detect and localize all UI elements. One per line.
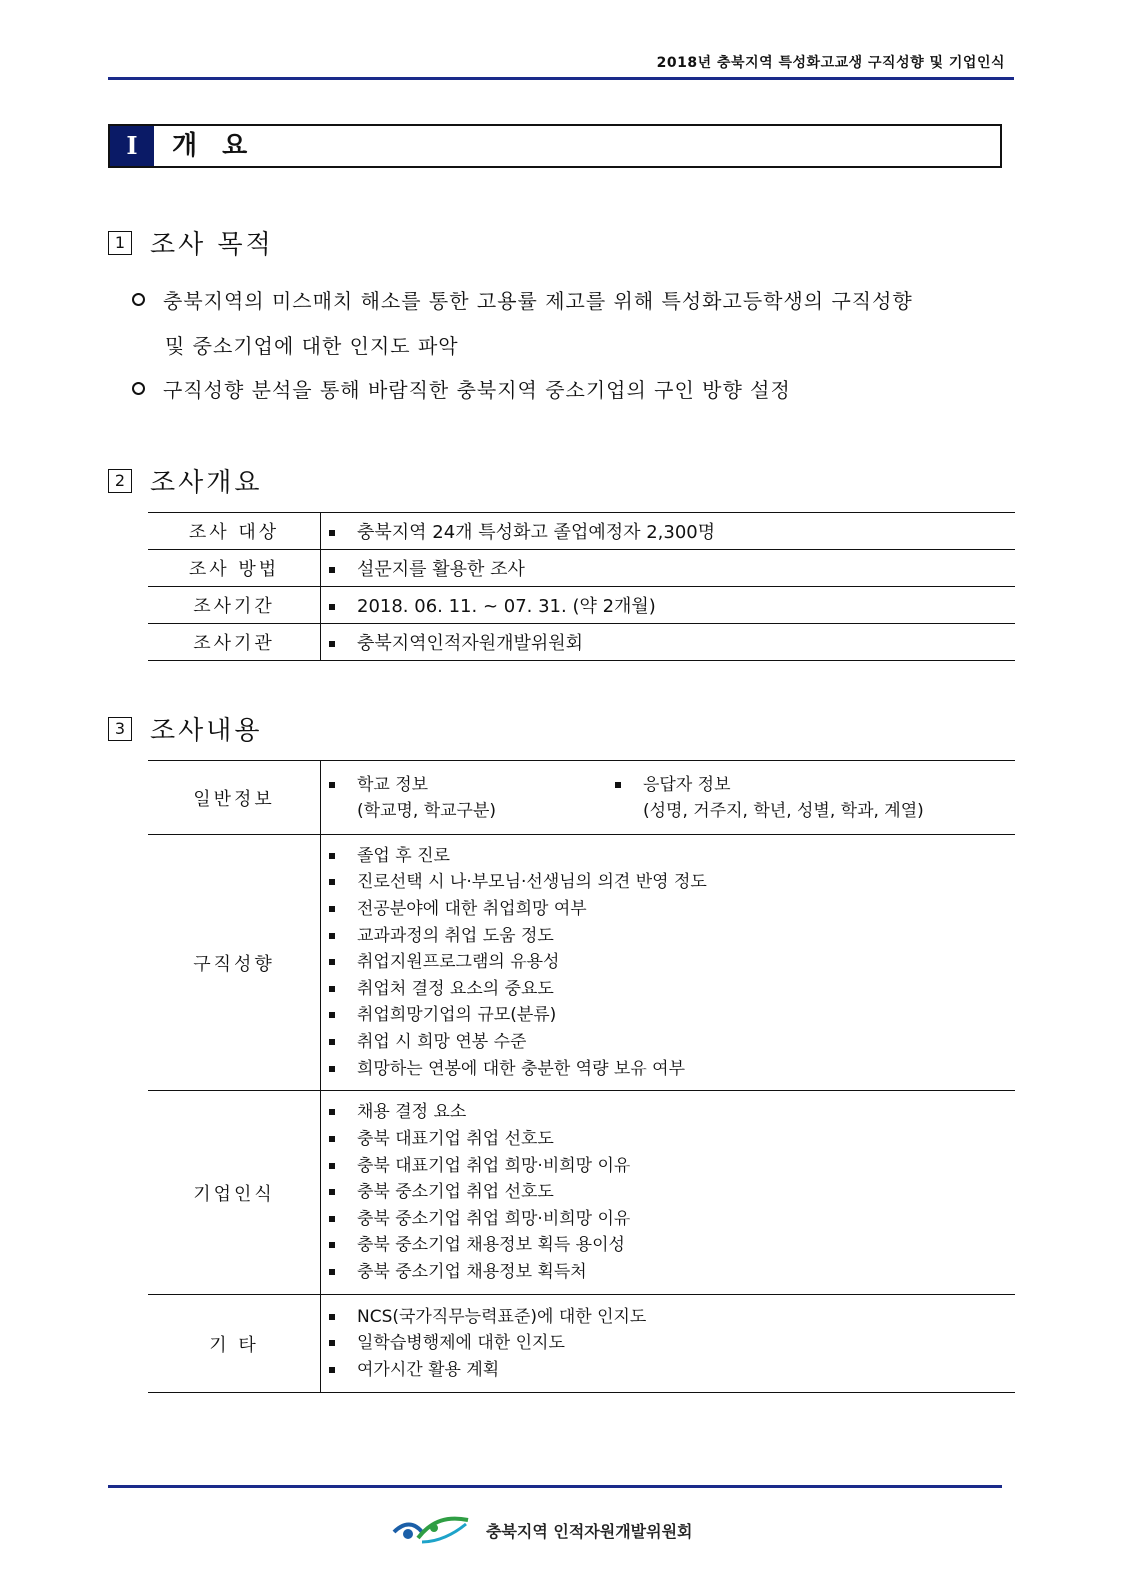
table-row bbox=[148, 1091, 1015, 1295]
list-item: 충북 중소기업 취업 희망·비희망 이유 bbox=[329, 1206, 1015, 1233]
table-row bbox=[148, 550, 1015, 587]
table-row bbox=[148, 513, 1015, 550]
subheading-content bbox=[108, 710, 262, 747]
row-label: 구직성향 bbox=[148, 835, 321, 1091]
bullet-text: 구직성향 분석을 통해 바람직한 충북지역 중소기업의 구인 방향 설정 bbox=[163, 378, 791, 402]
square-bullet-icon bbox=[329, 853, 335, 859]
list-item: 취업 시 희망 연봉 수준 bbox=[329, 1029, 1015, 1056]
square-bullet-icon bbox=[329, 1163, 335, 1169]
subheading-purpose bbox=[108, 224, 274, 261]
list-item: 졸업 후 진로 bbox=[329, 843, 1015, 870]
hrd-council-logo-icon bbox=[388, 1512, 474, 1548]
list-item: 충북 중소기업 취업 선호도 bbox=[329, 1179, 1015, 1206]
list-item: 진로선택 시 나·부모님·선생님의 의견 반영 정도 bbox=[329, 869, 1015, 896]
section-title: 개 요 bbox=[172, 131, 256, 161]
section-heading bbox=[108, 124, 1002, 168]
square-bullet-icon bbox=[329, 933, 335, 939]
square-bullet-icon bbox=[329, 879, 335, 885]
subheading-title: 조사 목적 bbox=[150, 230, 274, 260]
square-bullet-icon bbox=[329, 1216, 335, 1222]
row-value: 충북지역인적자원개발위원회 bbox=[321, 624, 1016, 661]
square-bullet-icon bbox=[329, 641, 335, 647]
row-value bbox=[321, 1295, 1016, 1393]
square-bullet-icon bbox=[329, 1367, 335, 1373]
square-bullet-icon bbox=[329, 986, 335, 992]
footer-org-name: 충북지역 인적자원개발위원회 bbox=[486, 1521, 693, 1541]
row-value: 충북지역 24개 특성화고 졸업예정자 2,300명 bbox=[321, 513, 1016, 550]
square-bullet-icon bbox=[329, 1314, 335, 1320]
purpose-bullet-1-cont: 및 중소기업에 대한 인지도 파악 bbox=[165, 334, 459, 358]
list-item: 채용 결정 요소 bbox=[329, 1099, 1015, 1126]
list-item: 충북 대표기업 취업 희망·비희망 이유 bbox=[329, 1153, 1015, 1180]
square-bullet-icon bbox=[329, 567, 335, 573]
subheading-title: 조사내용 bbox=[150, 716, 263, 746]
list-item: 충북 중소기업 채용정보 획득 용이성 bbox=[329, 1232, 1015, 1259]
list-item: NCS(국가직무능력표준)에 대한 인지도 bbox=[329, 1304, 1015, 1331]
etc-items bbox=[321, 1298, 1015, 1390]
table-row bbox=[148, 1295, 1015, 1393]
table-row bbox=[148, 624, 1015, 661]
general-col-school: 학교 정보 (학교명, 학교구분) bbox=[329, 772, 615, 824]
list-item: 교과과정의 취업 도움 정도 bbox=[329, 923, 1015, 950]
row-value bbox=[321, 1091, 1016, 1295]
table-row bbox=[148, 761, 1015, 835]
purpose-bullet-1 bbox=[132, 285, 913, 314]
subheading-number: 2 bbox=[108, 469, 132, 493]
table-row bbox=[148, 587, 1015, 624]
row-label: 조사기간 bbox=[148, 587, 321, 624]
list-item: 희망하는 연봉에 대한 충분한 역량 보유 여부 bbox=[329, 1056, 1015, 1083]
subheading-overview bbox=[108, 462, 262, 499]
purpose-bullet-2 bbox=[132, 374, 791, 403]
row-label: 조사 방법 bbox=[148, 550, 321, 587]
list-item: 취업희망기업의 규모(분류) bbox=[329, 1002, 1015, 1029]
content-table bbox=[148, 760, 1015, 1393]
list-item: 취업처 결정 요소의 중요도 bbox=[329, 976, 1015, 1003]
circle-bullet-icon bbox=[132, 293, 145, 306]
bullet-text: 충북지역의 미스매치 해소를 통한 고용률 제고를 위해 특성화고등학생의 구직성향 bbox=[163, 289, 913, 313]
square-bullet-icon bbox=[329, 1109, 335, 1115]
square-bullet-icon bbox=[615, 782, 621, 788]
square-bullet-icon bbox=[329, 782, 335, 788]
list-item: 취업지원프로그램의 유용성 bbox=[329, 949, 1015, 976]
circle-bullet-icon bbox=[132, 382, 145, 395]
subheading-number: 3 bbox=[108, 717, 132, 741]
list-item: 일학습병행제에 대한 인지도 bbox=[329, 1330, 1015, 1357]
general-col-respondent: 응답자 정보 (성명, 거주지, 학년, 성별, 학과, 계열) bbox=[615, 772, 975, 824]
overview-table bbox=[148, 512, 1015, 661]
row-label: 일반정보 bbox=[148, 761, 321, 835]
header-rule bbox=[108, 77, 1014, 80]
subheading-number: 1 bbox=[108, 231, 132, 255]
footer bbox=[388, 1512, 693, 1548]
square-bullet-icon bbox=[329, 1039, 335, 1045]
list-item: 충북 대표기업 취업 선호도 bbox=[329, 1126, 1015, 1153]
square-bullet-icon bbox=[329, 1269, 335, 1275]
footer-rule bbox=[108, 1485, 1002, 1488]
square-bullet-icon bbox=[329, 1242, 335, 1248]
header-title: 2018년 충북지역 특성화고교생 구직성향 및 기업인식 bbox=[656, 55, 1005, 71]
subheading-title: 조사개요 bbox=[150, 468, 263, 498]
square-bullet-icon bbox=[329, 1189, 335, 1195]
square-bullet-icon bbox=[329, 530, 335, 536]
row-label: 기 타 bbox=[148, 1295, 321, 1393]
table-row bbox=[148, 835, 1015, 1091]
square-bullet-icon bbox=[329, 959, 335, 965]
row-value: 2018. 06. 11. ~ 07. 31. (약 2개월) bbox=[321, 587, 1016, 624]
square-bullet-icon bbox=[329, 1340, 335, 1346]
row-value bbox=[321, 761, 1016, 835]
list-item: 여가시간 활용 계획 bbox=[329, 1357, 1015, 1384]
row-value bbox=[321, 835, 1016, 1091]
list-item: 충북 중소기업 채용정보 획득처 bbox=[329, 1259, 1015, 1286]
square-bullet-icon bbox=[329, 1066, 335, 1072]
square-bullet-icon bbox=[329, 1136, 335, 1142]
square-bullet-icon bbox=[329, 1012, 335, 1018]
row-label: 조사 대상 bbox=[148, 513, 321, 550]
row-label: 조사기관 bbox=[148, 624, 321, 661]
square-bullet-icon bbox=[329, 906, 335, 912]
square-bullet-icon bbox=[329, 604, 335, 610]
job-items bbox=[321, 837, 1015, 1088]
row-label: 기업인식 bbox=[148, 1091, 321, 1295]
row-value: 설문지를 활용한 조사 bbox=[321, 550, 1016, 587]
corp-items bbox=[321, 1093, 1015, 1291]
list-item: 전공분야에 대한 취업희망 여부 bbox=[329, 896, 1015, 923]
section-number: I bbox=[110, 126, 154, 166]
